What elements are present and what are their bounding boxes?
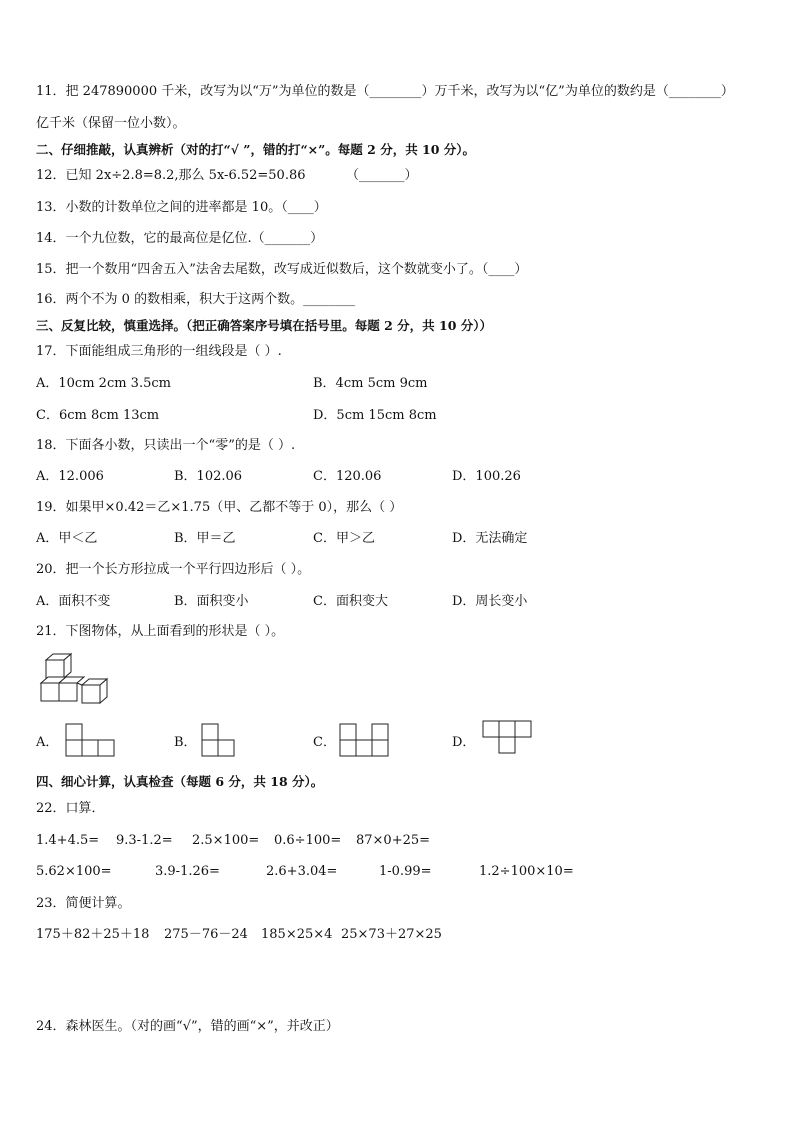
question-15: 15．把一个数用“四舍五入”法舍去尾数，改写成近似数后，这个数就变小了。（____） [36,262,528,277]
mental-calc-item: 87×0+25= [356,833,431,848]
question-19-option-b: B．甲＝乙 [174,531,236,546]
mental-calc-item: 1.2÷100×10= [479,864,574,879]
section-2-heading: 二、仔细推敲，认真辨析（对的打“√ ”，错的打“×”。每题 2 分，共 10 分）。 [36,142,476,157]
top-view-option-a-figure [65,723,115,759]
mental-calc-item: 9.3-1.2= [116,833,173,848]
question-21-option-d-label: D． [452,735,476,750]
top-view-option-b-figure [201,723,237,759]
question-17-option-b: B．4cm 5cm 9cm [313,376,428,391]
question-12-blank: （_______） [346,168,418,183]
question-21-option-b-label: B． [174,735,197,750]
question-19-option-c: C．甲＞乙 [313,531,375,546]
question-18-stem: 18．下面各小数，只读出一个“零”的是（ ）. [36,438,296,453]
mental-calc-item: 5.62×100= [36,864,112,879]
question-18-option-b: B．102.06 [174,469,243,484]
question-21-option-a-label: A． [36,735,59,750]
question-19-stem: 19．如果甲×0.42＝乙×1.75（甲、乙都不等于 0），那么（ ） [36,500,403,515]
question-21-option-c-label: C． [313,735,336,750]
top-view-option-c-figure [339,723,389,759]
question-20-option-a: A．面积不变 [36,594,111,609]
question-23-stem: 23．简便计算。 [36,896,131,911]
question-13: 13．小数的计数单位之间的进率都是 10。（____） [36,200,327,215]
question-21-stem: 21．下图物体，从上面看到的形状是（ ）。 [36,624,285,639]
simplify-calc-item: 185×25×4 [261,927,333,942]
question-16: 16．两个不为 0 的数相乘，积大于这两个数。________ [36,292,356,307]
question-17-option-c: C．6cm 8cm 13cm [36,408,160,423]
question-20-option-d: D．周长变小 [452,594,528,609]
question-22-stem: 22．口算． [36,801,105,816]
question-19-option-a: A．甲＜乙 [36,531,98,546]
mental-calc-item: 3.9-1.26= [155,864,220,879]
cube-stack-figure [38,652,110,706]
question-20-option-c: C．面积变大 [313,594,388,609]
simplify-calc-item: 25×73＋27×25 [341,927,442,942]
mental-calc-item: 1.4+4.5= [36,833,100,848]
question-11-line1: 11．把 247890000 千米，改写为以“万”为单位的数是（________）万千米，改写为以“亿”为单位的数约是（________） [36,84,734,99]
section-4-heading: 四、细心计算，认真检查（每题 6 分，共 18 分）。 [36,774,324,789]
question-18-option-d: D．100.26 [452,469,521,484]
mental-calc-item: 2.5×100= [192,833,260,848]
question-17-stem: 17．下面能组成三角形的一组线段是（ ）. [36,344,282,359]
question-19-option-d: D．无法确定 [452,531,528,546]
question-20-stem: 20．把一个长方形拉成一个平行四边形后（ ）。 [36,562,311,577]
question-11-line2: 亿千米（保留一位小数）。 [36,116,186,131]
question-18-option-a: A．12.006 [36,469,104,484]
mental-calc-item: 0.6÷100= [274,833,342,848]
section-3-heading: 三、反复比较，慎重选择。（把正确答案序号填在括号里。每题 2 分，共 10 分）） [36,318,493,333]
mental-calc-item: 2.6+3.04= [266,864,338,879]
top-view-option-d-figure [482,720,532,760]
question-12: 12．已知 2x÷2.8=8.2,那么 5x-6.52=50.86 [36,168,306,183]
question-20-option-b: B．面积变小 [174,594,249,609]
question-17-option-a: A．10cm 2cm 3.5cm [36,376,171,391]
simplify-calc-item: 275－76－24 [164,927,248,942]
question-24-stem: 24．森林医生。（对的画“√”，错的画“×”，并改正） [36,1019,339,1034]
mental-calc-item: 1-0.99= [379,864,432,879]
question-18-option-c: C．120.06 [313,469,382,484]
question-17-option-d: D．5cm 15cm 8cm [313,408,437,423]
simplify-calc-item: 175＋82＋25＋18 [36,927,150,942]
question-14: 14．一个九位数，它的最高位是亿位.（_______） [36,231,324,246]
